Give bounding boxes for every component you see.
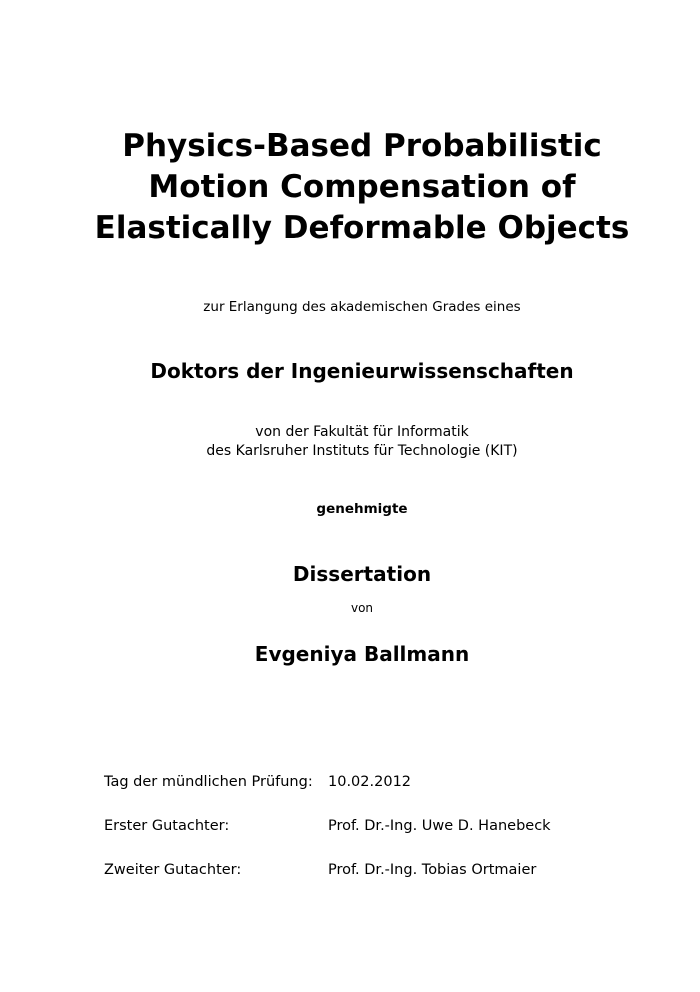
subtitle: zur Erlangung des akademischen Grades eines (203, 299, 521, 315)
detail-label: Zweiter Gutachter: (104, 862, 242, 878)
thesis-title (24, 126, 700, 249)
by-label: von (350, 601, 374, 615)
faculty-line: des Karlsruher Instituts für Technologie (KIT) (206, 443, 518, 459)
detail-label: Erster Gutachter: (104, 818, 230, 834)
detail-row-first-reviewer (104, 818, 551, 834)
detail-label: Tag der mündlichen Prüfung: (104, 774, 313, 790)
approved-label: genehmigte (316, 501, 408, 517)
title-line: Elastically Deformable Objects (94, 210, 630, 246)
detail-value: Prof. Dr.-Ing. Uwe D. Hanebeck (328, 818, 551, 834)
faculty (24, 423, 700, 461)
document-type: Dissertation (292, 562, 432, 586)
author-name: Evgeniya Ballmann (254, 642, 470, 666)
degree: Doktors der Ingenieurwissenschaften (150, 359, 574, 383)
detail-value: 10.02.2012 (328, 774, 412, 790)
detail-value: Prof. Dr.-Ing. Tobias Ortmaier (328, 862, 537, 878)
title-line: Physics-Based Probabilistic (122, 128, 602, 164)
title-line: Motion Compensation of (148, 169, 576, 205)
faculty-line: von der Fakultät für Informatik (255, 424, 469, 440)
detail-row-second-reviewer (104, 862, 537, 878)
detail-row-exam-date (104, 774, 412, 790)
